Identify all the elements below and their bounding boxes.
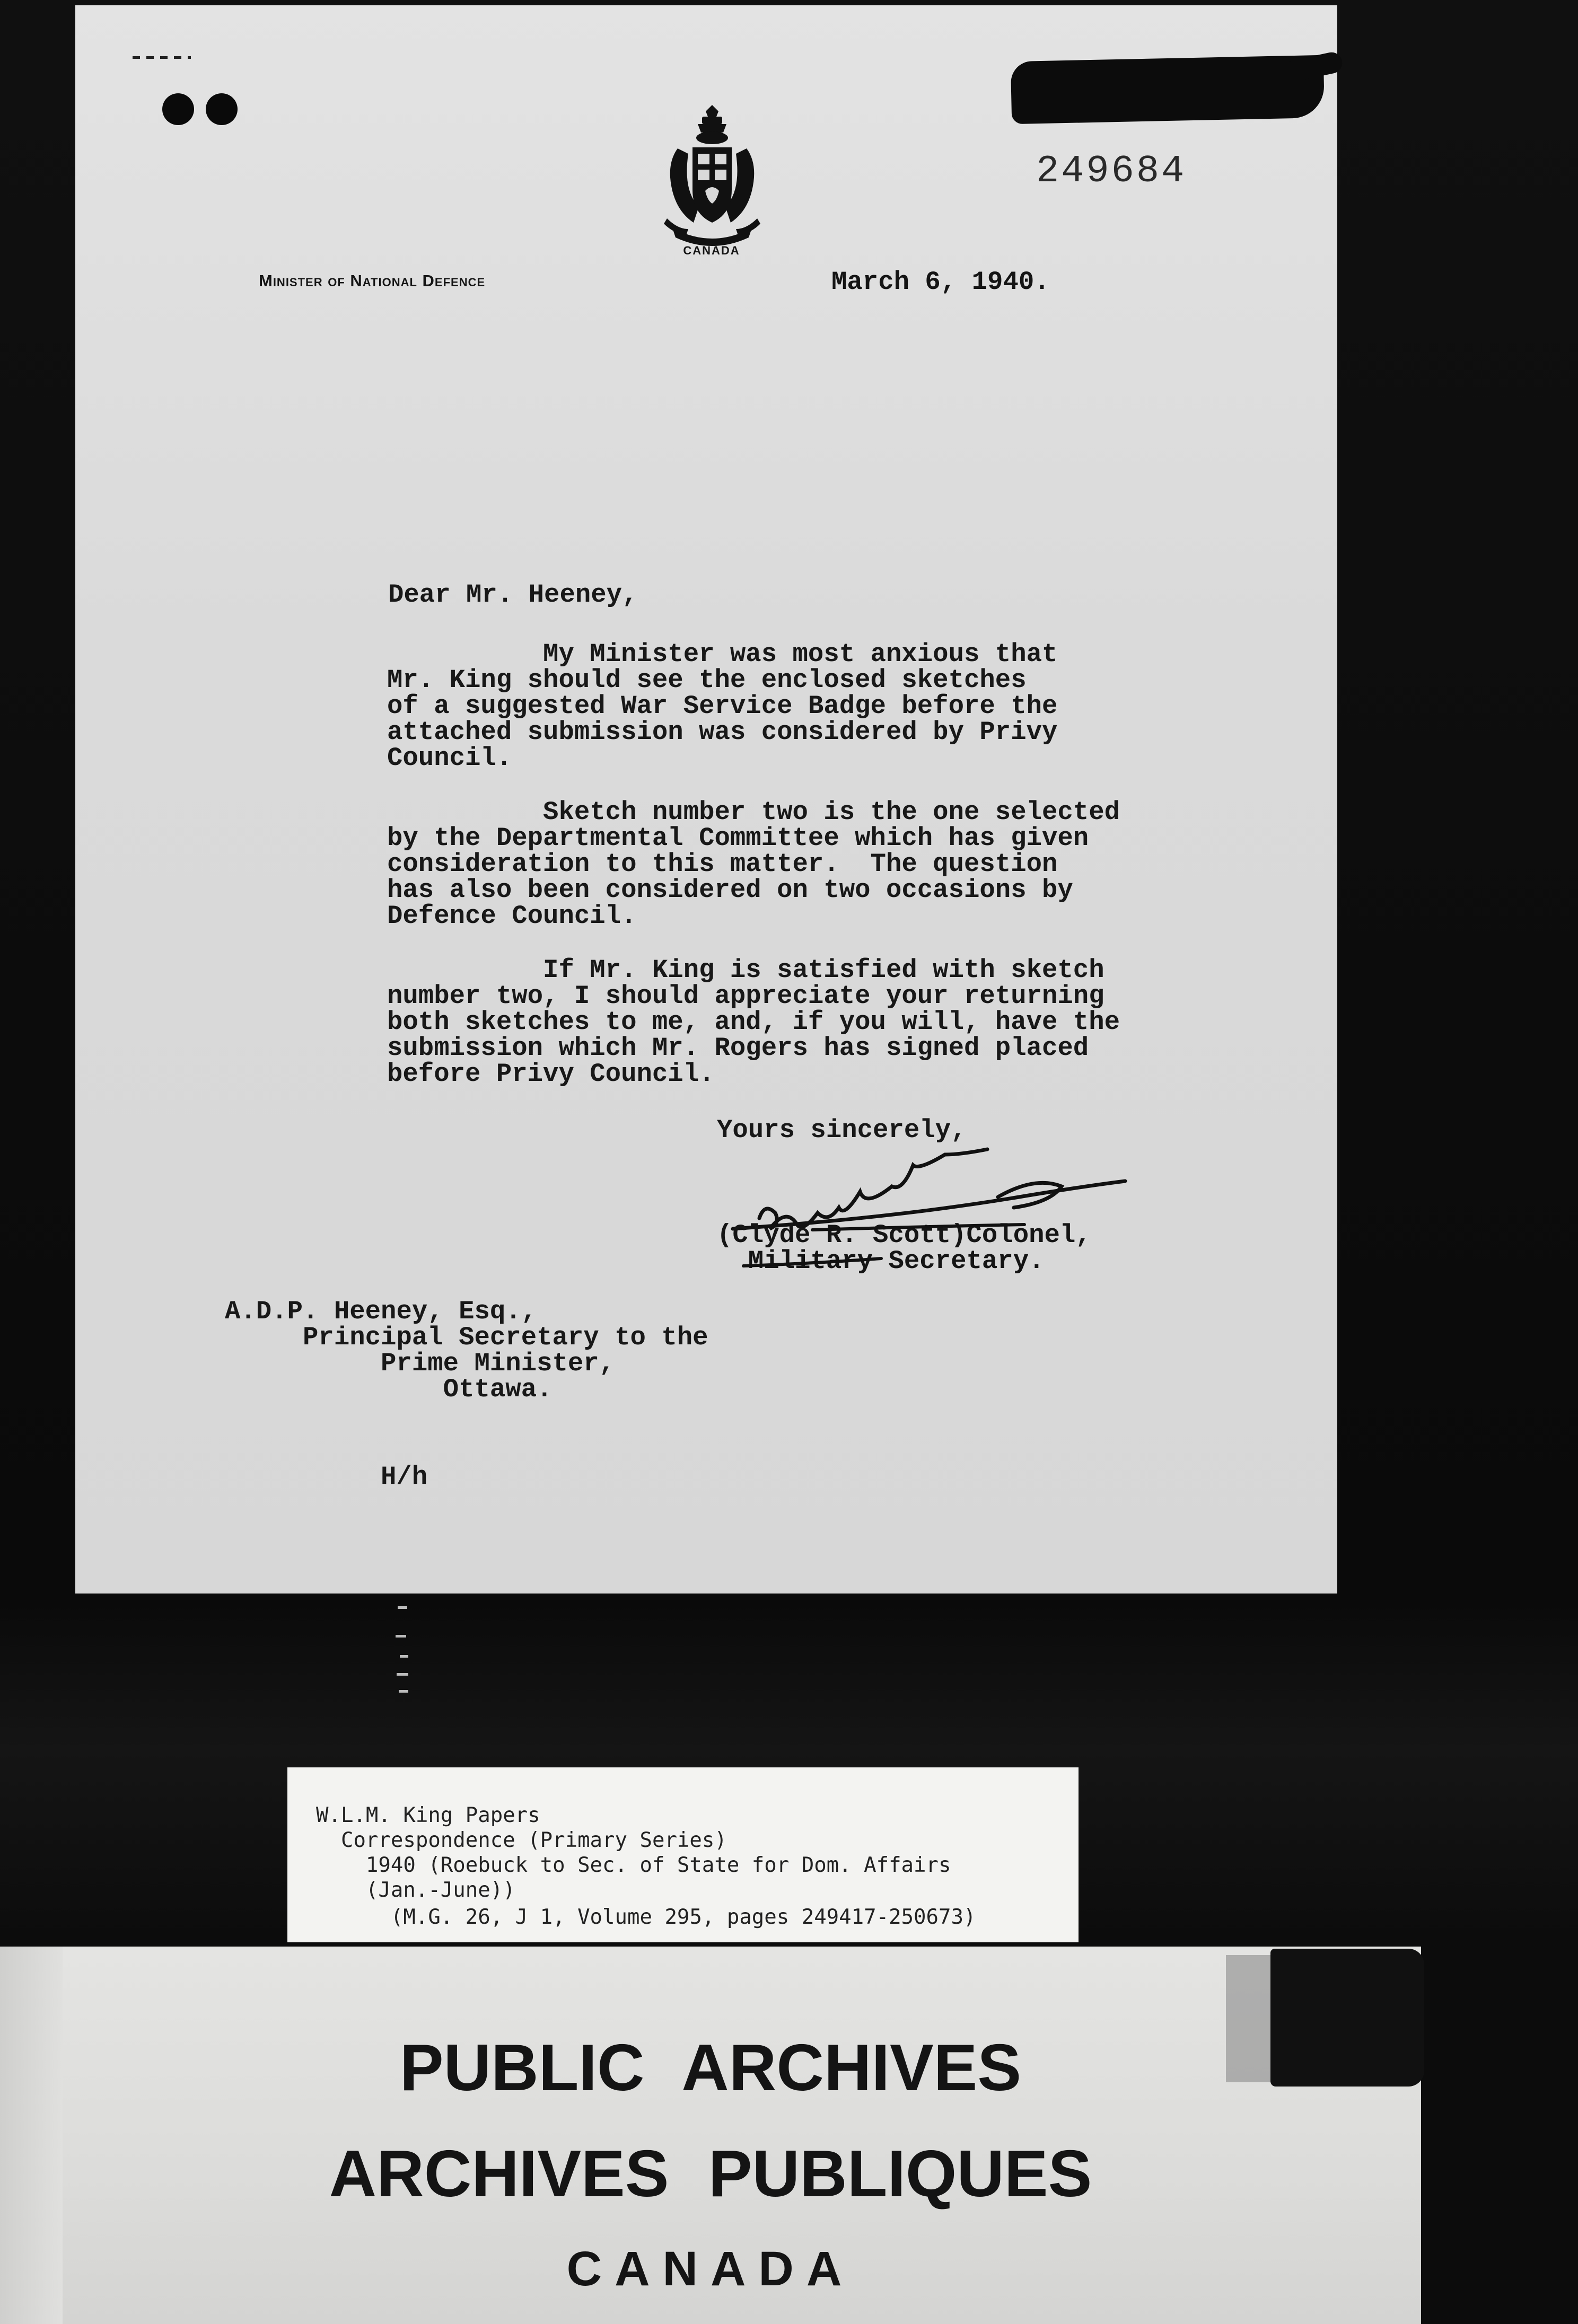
reference-line: (M.G. 26, J 1, Volume 295, pages 249417-250673)	[316, 1905, 976, 1929]
archives-title-french: ARCHIVES PUBLIQUES	[329, 2137, 1092, 2211]
paragraph-line: Mr. King should see the enclosed sketches	[387, 665, 1027, 695]
recipient-line: Ottawa.	[225, 1375, 553, 1404]
salutation: Dear Mr. Heeney,	[388, 580, 638, 610]
letter-page	[75, 5, 1337, 1594]
paragraph-line: Council.	[387, 743, 512, 773]
recipient-line: Prime Minister,	[225, 1349, 615, 1378]
strike-through-marks	[738, 1219, 1141, 1278]
film-tick-marks	[392, 1606, 414, 1696]
letterhead-ministry: Minister of National Defence	[259, 271, 486, 290]
paragraph-line: My Minister was most anxious that	[387, 639, 1058, 669]
paragraph-line: has also been considered on two occasions by	[387, 875, 1073, 905]
paragraph-line: of a suggested War Service Badge before the	[387, 691, 1058, 721]
punch-hole	[206, 93, 238, 125]
paragraph-line: number two, I should appreciate your returning	[387, 981, 1104, 1011]
punch-hole	[162, 93, 194, 125]
letter-date: March 6, 1940.	[831, 267, 1050, 297]
paragraph-line: If Mr. King is satisfied with sketch	[387, 955, 1104, 985]
signature-name-line: (Clyde R. Scott)Colonel,	[717, 1220, 1091, 1250]
reference-line: W.L.M. King Papers	[316, 1803, 540, 1827]
paragraph-line: by the Departmental Committee which has given	[387, 823, 1089, 853]
redaction-mark	[1011, 55, 1325, 124]
paragraph-line: consideration to this matter. The question	[387, 849, 1058, 879]
scan-mark	[133, 56, 191, 59]
signature-title-line: Military Secretary.	[717, 1246, 1045, 1276]
archives-country: CANADA	[566, 2242, 855, 2296]
closing: Yours sincerely,	[717, 1115, 967, 1145]
paragraph-line: Sketch number two is the one selected	[387, 797, 1120, 827]
paragraph-line: before Privy Council.	[387, 1059, 715, 1089]
recipient-line: Principal Secretary to the	[225, 1323, 708, 1352]
recipient-line: A.D.P. Heeney, Esq.,	[225, 1297, 537, 1326]
paragraph-line: Defence Council.	[387, 901, 637, 931]
paragraph-line: attached submission was considered by Privy	[387, 717, 1058, 747]
reference-line: (Jan.-June))	[316, 1878, 515, 1902]
document-number: 249684	[1036, 149, 1187, 193]
reference-line: 1940 (Roebuck to Sec. of State for Dom. Affairs	[316, 1853, 951, 1877]
archives-title-english: PUBLIC ARCHIVES	[399, 2031, 1022, 2105]
paragraph-line: both sketches to me, and, if you will, have the	[387, 1007, 1120, 1037]
reference-line: Correspondence (Primary Series)	[316, 1828, 727, 1852]
canada-coat-of-arms-icon	[656, 101, 768, 254]
archival-reference-card	[287, 1767, 1079, 1942]
crest-caption: CANADA	[683, 244, 740, 257]
typist-initials: H/h	[381, 1462, 428, 1492]
paragraph-line: submission which Mr. Rogers has signed placed	[387, 1033, 1089, 1063]
